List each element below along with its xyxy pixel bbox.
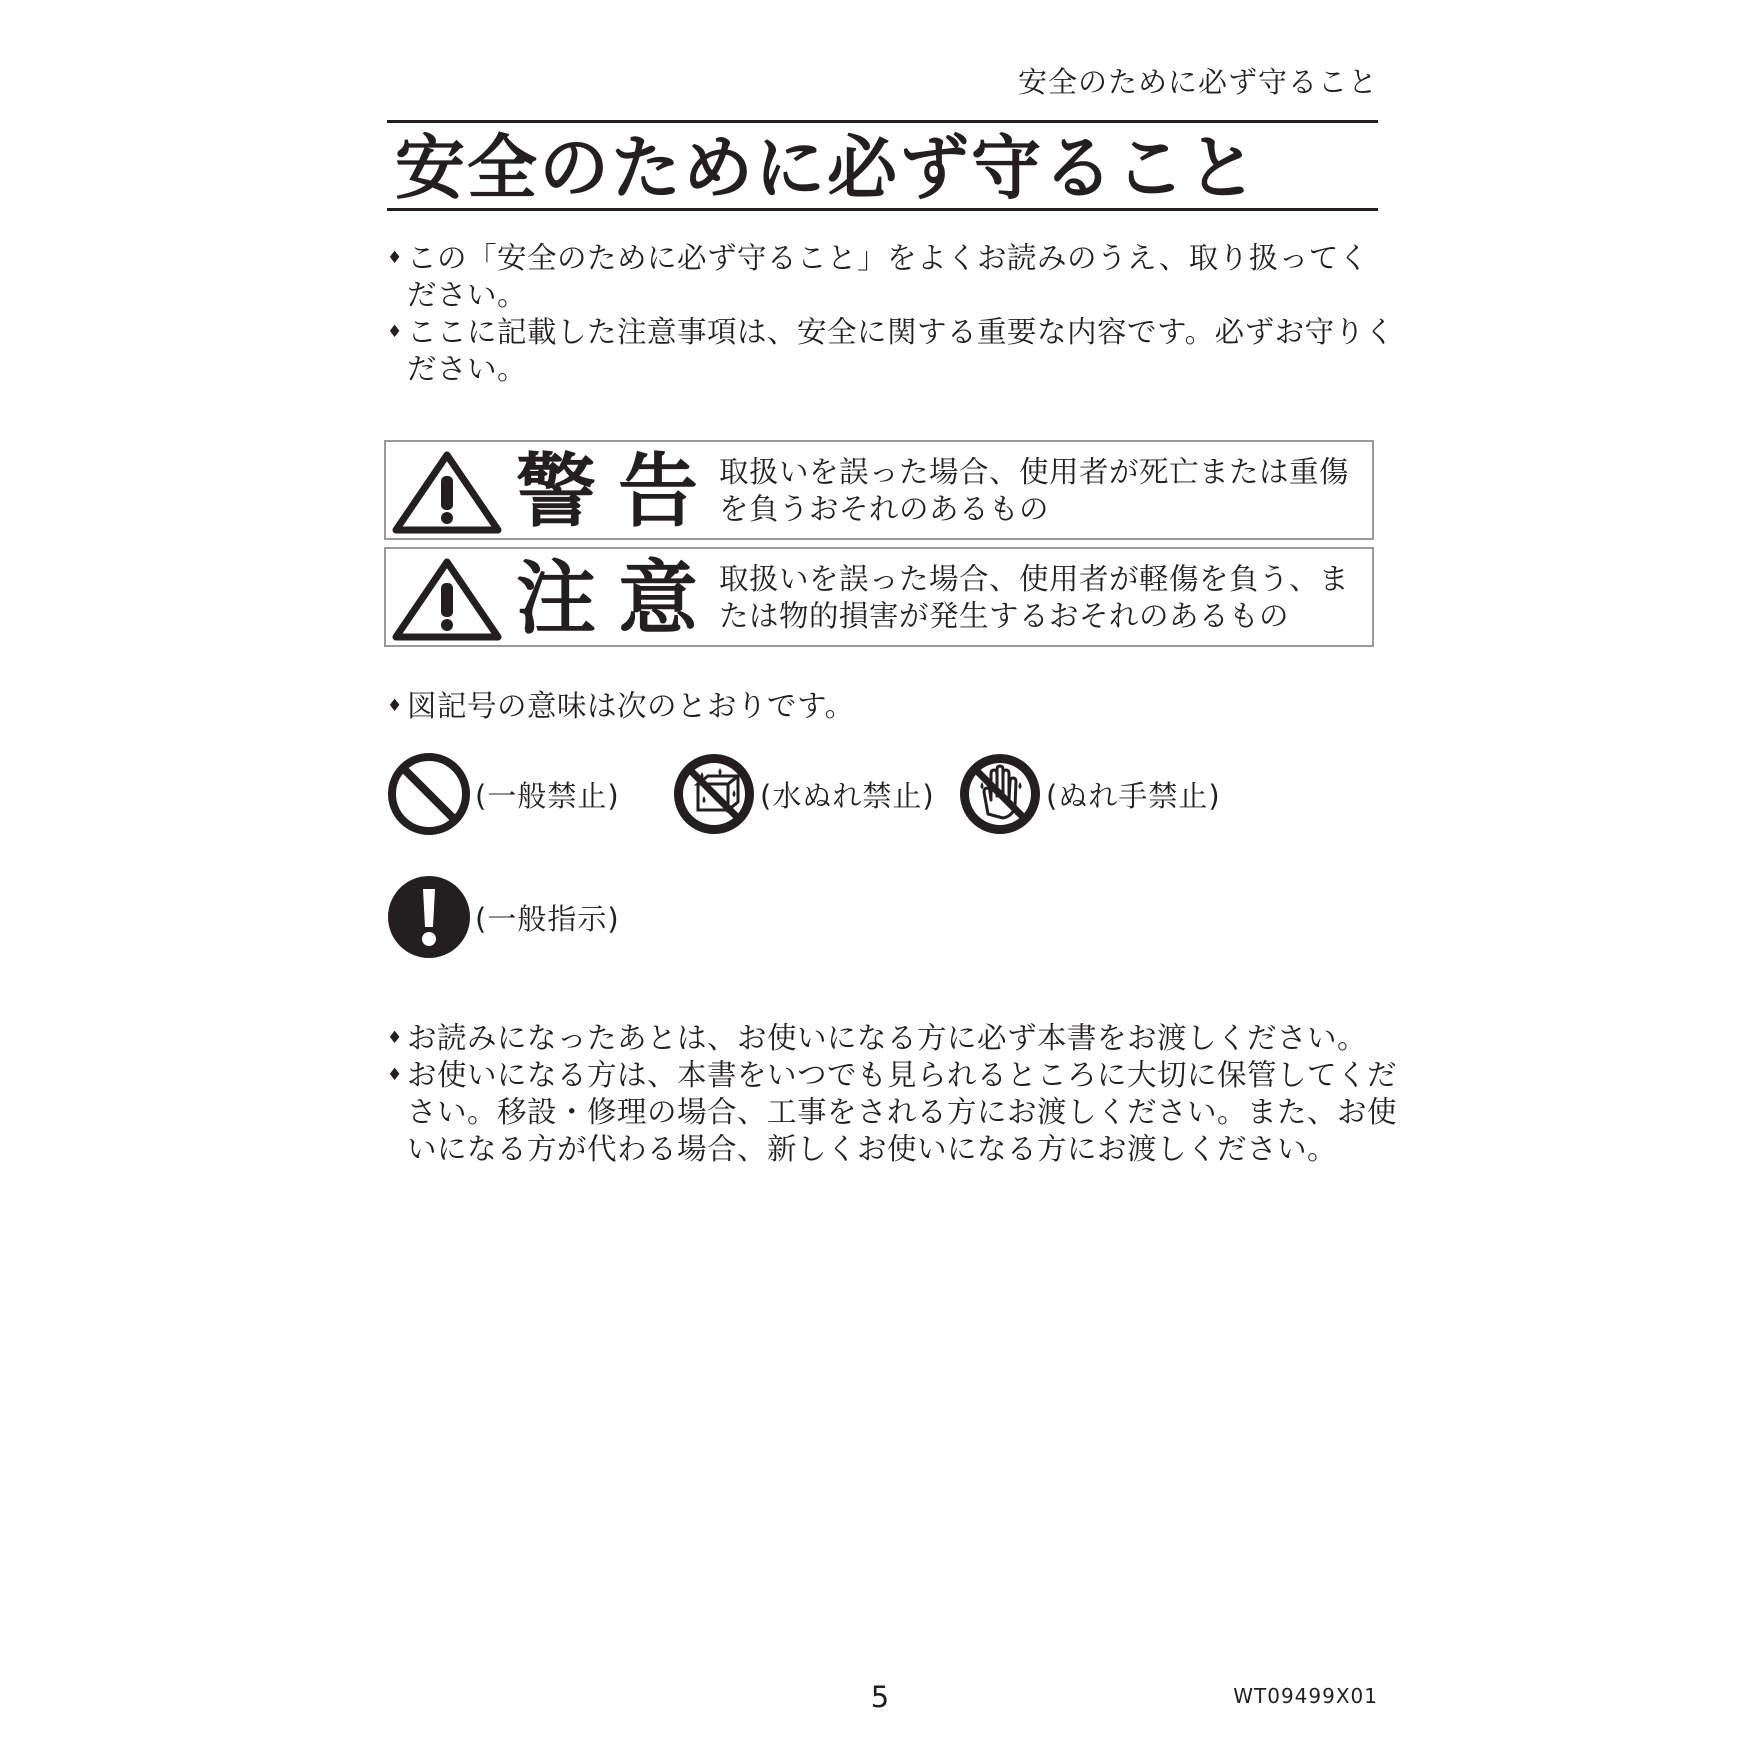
page-number: 5 bbox=[870, 1680, 890, 1714]
symbol-general-prohibition bbox=[387, 752, 620, 836]
symbol-no-water bbox=[672, 752, 935, 836]
symbols-lead-list bbox=[387, 688, 1397, 725]
page-title: 安全のために必ず守ること bbox=[395, 127, 1259, 209]
symbol-label: (ぬれ手禁止) bbox=[1046, 778, 1221, 813]
no-water-icon bbox=[672, 752, 756, 836]
symbol-label: (一般禁止) bbox=[475, 778, 620, 813]
symbol-label: (水ぬれ禁止) bbox=[760, 778, 935, 813]
outro-bullet-2: ♦ お使いになる方は、本書をいつでも見られるところに大切に保管してください。移設・修理の場合、工事をされる方にお渡しください。また、お使いになる方が代わる場合、新しくお使いになる方にお渡しください。 bbox=[387, 1057, 1397, 1168]
symbol-label: (一般指示) bbox=[475, 901, 620, 936]
caution-triangle-icon bbox=[392, 557, 502, 641]
mandatory-action-icon bbox=[387, 875, 471, 959]
prohibition-icon bbox=[387, 752, 471, 836]
warning-description: 取扱いを誤った場合、使用者が死亡または重傷を負うおそれのあるもの bbox=[719, 455, 1350, 526]
caution-box bbox=[384, 547, 1374, 647]
no-wet-hands-icon bbox=[958, 752, 1042, 836]
outro-bullet-1: ♦ お読みになったあとは、お使いになる方に必ず本書をお渡しください。 bbox=[387, 1020, 1397, 1057]
warning-box bbox=[384, 440, 1374, 540]
warning-triangle-icon bbox=[392, 450, 502, 534]
running-header: 安全のために必ず守ること bbox=[1017, 65, 1378, 99]
warning-signal-word: 警告 bbox=[516, 445, 720, 538]
caution-signal-word: 注意 bbox=[516, 552, 720, 645]
caution-description: 取扱いを誤った場合、使用者が軽傷を負う、または物的損害が発生するおそれのあるもの bbox=[719, 562, 1350, 633]
document-code: WT09499X01 bbox=[1233, 1684, 1378, 1708]
title-block bbox=[387, 120, 1378, 211]
intro-bullet-1: ♦ この「安全のために必ず守ること」をよくお読みのうえ、取り扱ってください。 bbox=[387, 240, 1397, 314]
intro-bullet-list bbox=[387, 240, 1397, 388]
symbols-lead: ♦ 図記号の意味は次のとおりです。 bbox=[387, 688, 1397, 725]
intro-bullet-2: ♦ ここに記載した注意事項は、安全に関する重要な内容です。必ずお守りください。 bbox=[387, 314, 1397, 388]
symbol-general-instruction bbox=[387, 875, 620, 959]
symbol-no-wet-hands bbox=[958, 752, 1221, 836]
outro-bullet-list bbox=[387, 1020, 1397, 1168]
